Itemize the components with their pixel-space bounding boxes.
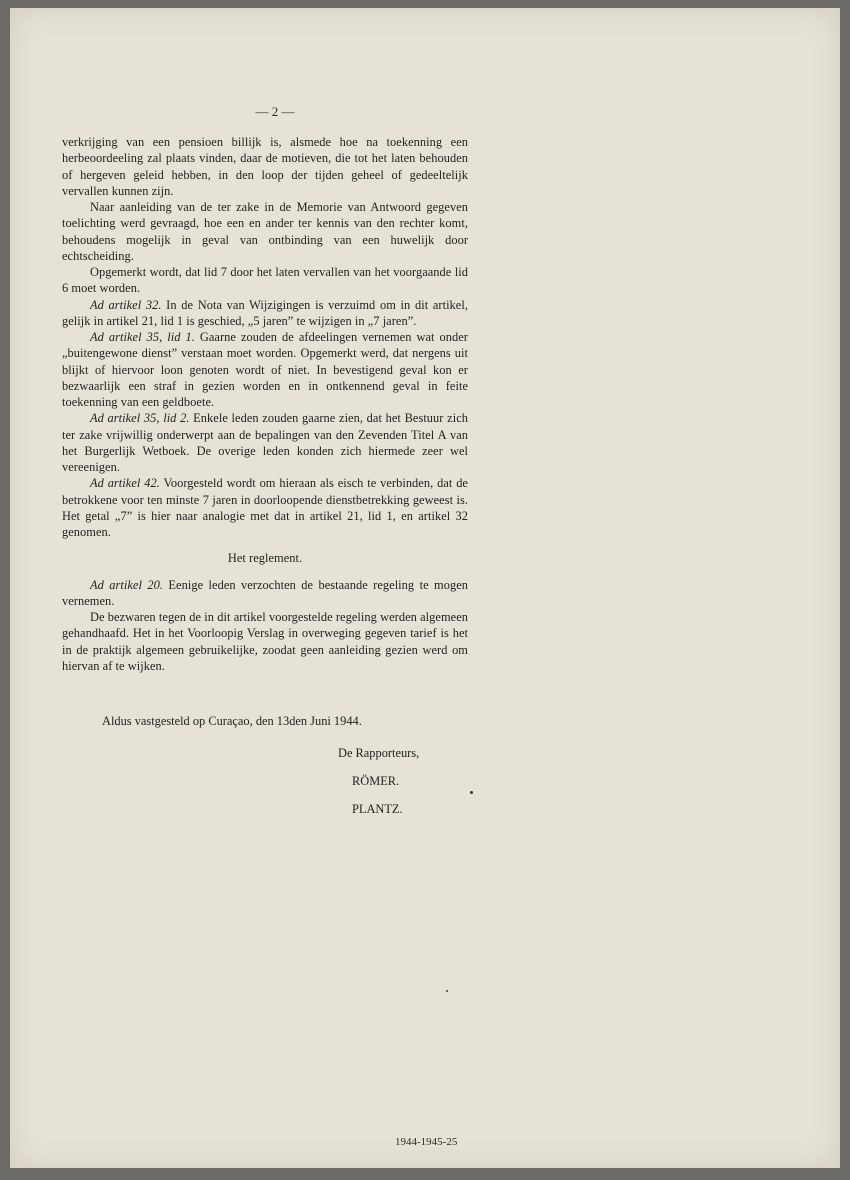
article-reference: Ad artikel 35, lid 2. — [90, 411, 190, 426]
rapporteurs-label: De Rapporteurs, — [338, 746, 420, 760]
page-number: — 2 — — [255, 104, 295, 119]
document-page — [10, 8, 840, 1168]
paragraph — [62, 199, 468, 264]
paragraph — [62, 609, 468, 674]
article-reference: Ad artikel 42. — [90, 476, 160, 491]
paragraph — [62, 264, 468, 297]
paragraph — [62, 410, 468, 475]
body-text — [62, 134, 468, 674]
ink-speck — [446, 990, 448, 992]
paragraph-text: Naar aanleiding van de ter zake in de Memorie van Antwoord gegeven toelichting werd gevraagd, hoe een en ander ter kennis van den rechter komt, behoudens mogelijk in geval van ontbinding van een huwelijk door echtscheiding. — [62, 200, 468, 263]
paragraph — [62, 134, 468, 199]
section-heading — [62, 550, 468, 566]
rapporteur-name-plantz: PLANTZ. — [352, 802, 403, 816]
paragraph — [62, 329, 468, 410]
paragraph — [62, 475, 468, 540]
paragraph — [62, 577, 468, 610]
adoption-statement: Aldus vastgesteld op Curaçao, den 13den Juni 1944. — [102, 714, 362, 728]
article-reference: Ad artikel 32. — [90, 297, 162, 312]
paragraph-text: In de Nota van Wijzigingen is verzuimd om in dit artikel, gelijk in artikel 21, lid 1 is geschied, „5 jaren” te wijzigen in „7 jaren”. — [62, 297, 468, 328]
article-reference: Ad artikel 35, lid 1. — [90, 330, 195, 344]
article-reference: Ad artikel 20. — [90, 577, 164, 592]
bleed-through-text — [540, 103, 770, 323]
paragraph-text: Gaarne zouden de afdeelingen vernemen wat onder „buitengewone dienst” verstaan moet worden. Opgemerkt werd, dat nergens uit blijkt of hiervoor loon genoten wordt of niet. In bevestigend geval kon er bezwaarlijk een straf in gezien worden en in ontkennend geval in feite toekenning van een geldboete. — [62, 330, 468, 409]
paragraph-text: verkrijging van een pensioen billijk is, alsmede hoe na toekenning een herbeoordeeling zal plaats vinden, daar de motieven, die tot het laten behouden of hergeven geleid hebben, in den loop der tijden geheel of gedeeltelijk vervallen kunnen zijn. — [62, 135, 468, 198]
ink-speck — [470, 791, 473, 794]
paragraph-text: Opgemerkt wordt, dat lid 7 door het laten vervallen van het voorgaande lid 6 moet worden. — [62, 265, 468, 296]
rapporteur-name-romer: RÖMER. — [352, 774, 400, 788]
footer-reference: 1944-1945-25 — [395, 1136, 458, 1148]
paragraph — [62, 297, 468, 330]
paragraph-text: Het reglement. — [227, 551, 303, 566]
paragraph-text: De bezwaren tegen de in dit artikel voorgestelde regeling werden algemeen gehandhaafd. Het in het Voorloopig Verslag in overweging gegeven tarief is het in de praktijk algemeen gebruikelijke, zoodat geen aanleiding gezien werd om hiervan af te wijken. — [62, 610, 468, 673]
paragraph-text: Voorgesteld wordt om hieraan als eisch te verbinden, dat de betrokkene voor ten minste 7 jaren in doorloopende dienstbetrekking geweest is. Het getal „7” is hier naar analogie met dat in artikel 21, lid 1, en artikel 32 genomen. — [62, 476, 468, 539]
paragraph-text: Eenige leden verzochten de bestaande regeling te mogen vernemen. — [62, 577, 468, 608]
paragraph-text: Enkele leden zouden gaarne zien, dat het Bestuur zich ter zake vrijwillig onderwerpt aan de bepalingen van den Zevenden Titel A van het Burgerlijk Wetboek. De overige leden konden zich hiermede zeer wel vereenigen. — [62, 411, 468, 474]
